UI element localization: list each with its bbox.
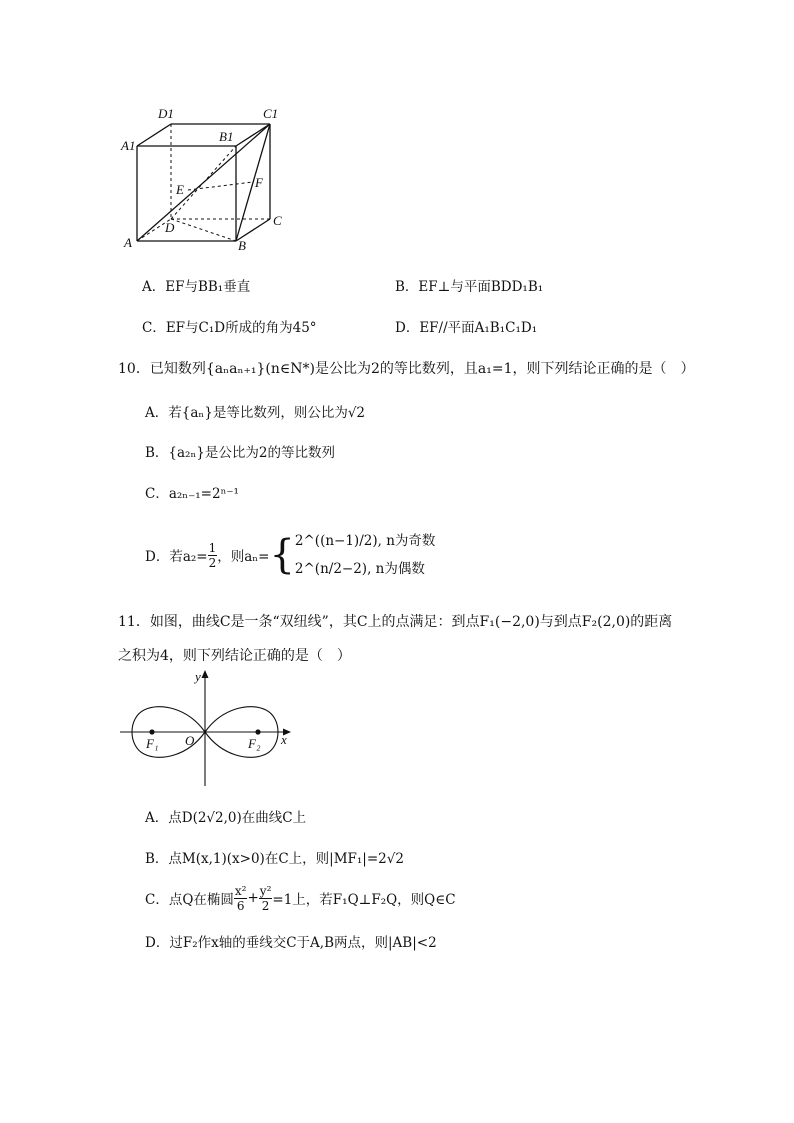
fraction-denominator: 2 (208, 555, 217, 570)
q10-option-d-prefix: D．若a₂= (145, 549, 208, 565)
q10-option-d[interactable] (145, 525, 435, 585)
q9-option-a[interactable]: A．EF与BB₁垂直 (142, 279, 251, 295)
q10-stem: 10．已知数列{aₙaₙ₊₁}(n∈N*)是公比为2的等比数列，且a₁=1，则下列结论正确的是（ ） (118, 361, 695, 377)
label-b1: B1 (219, 129, 234, 144)
label-e: E (176, 182, 184, 197)
q10-option-b[interactable]: B．{a₂ₙ}是公比为2的等比数列 (145, 445, 335, 461)
q11-option-d[interactable]: D．过F₂作x轴的垂线交C于A,B两点，则|AB|<2 (145, 935, 437, 951)
q10-option-d-mid: ，则aₙ= (217, 549, 270, 565)
q9-option-b[interactable]: B．EF⊥与平面BDD₁B₁ (395, 279, 544, 295)
ellipse-x-fraction (234, 884, 248, 913)
label-b: B (238, 238, 246, 253)
q11-option-a[interactable]: A．点D(2√2,0)在曲线C上 (145, 810, 307, 826)
q10-option-a[interactable]: A．若{aₙ}是等比数列，则公比为√2 (145, 405, 366, 421)
q11-stem-line2: 之积为4，则下列结论正确的是（ ） (118, 648, 351, 664)
piecewise-cases (295, 527, 435, 583)
origin-label: O (185, 733, 195, 748)
plus-sign: + (247, 890, 259, 906)
fraction-numerator: y² (259, 883, 272, 898)
q11-stem-line1: 11．如图，曲线C是一条“双纽线”，其C上的点满足：到点F₁(−2,0)与到点F₂(2,0)的距离 (118, 614, 673, 630)
q9-option-c[interactable]: C．EF与C₁D所成的角为45° (142, 320, 317, 336)
q10-option-d-fraction (208, 541, 218, 570)
fraction-numerator: 1 (208, 540, 217, 555)
label-c: C (273, 213, 282, 228)
axis-label-y: y (195, 669, 201, 684)
cube-figure (110, 100, 310, 260)
label-f: F (255, 175, 263, 190)
q11-option-c-prefix: C．点Q在椭圆 (145, 892, 234, 908)
left-brace-icon: { (269, 532, 295, 578)
focus-label-f1: F₁ (146, 736, 159, 751)
fraction-numerator: x² (234, 883, 247, 898)
lemniscate-figure (115, 665, 300, 790)
label-d: D (165, 220, 175, 235)
q10-option-c[interactable]: C．a₂ₙ₋₁=2ⁿ⁻¹ (145, 486, 239, 502)
case-even: 2^(n/2−2), n为偶数 (294, 561, 425, 577)
label-c1: C1 (263, 106, 279, 121)
case-odd: 2^((n−1)/2), n为奇数 (294, 533, 436, 549)
fraction-denominator: 6 (236, 898, 245, 913)
q11-option-c-suffix: =1上，若F₁Q⊥F₂Q，则Q∈C (272, 892, 456, 908)
fraction-denominator: 2 (261, 898, 270, 913)
q11-option-b[interactable]: B．点M(x,1)(x>0)在C上，则|MF₁|=2√2 (145, 851, 404, 867)
label-a1: A1 (121, 138, 136, 153)
focus-label-f2: F₂ (248, 736, 261, 751)
axis-label-x: x (281, 732, 287, 747)
label-a: A (124, 235, 132, 250)
q9-option-d[interactable]: D．EF//平面A₁B₁C₁D₁ (395, 320, 538, 336)
ellipse-y-fraction (259, 884, 273, 913)
q11-option-c[interactable] (145, 880, 456, 916)
label-d1: D1 (158, 106, 174, 121)
